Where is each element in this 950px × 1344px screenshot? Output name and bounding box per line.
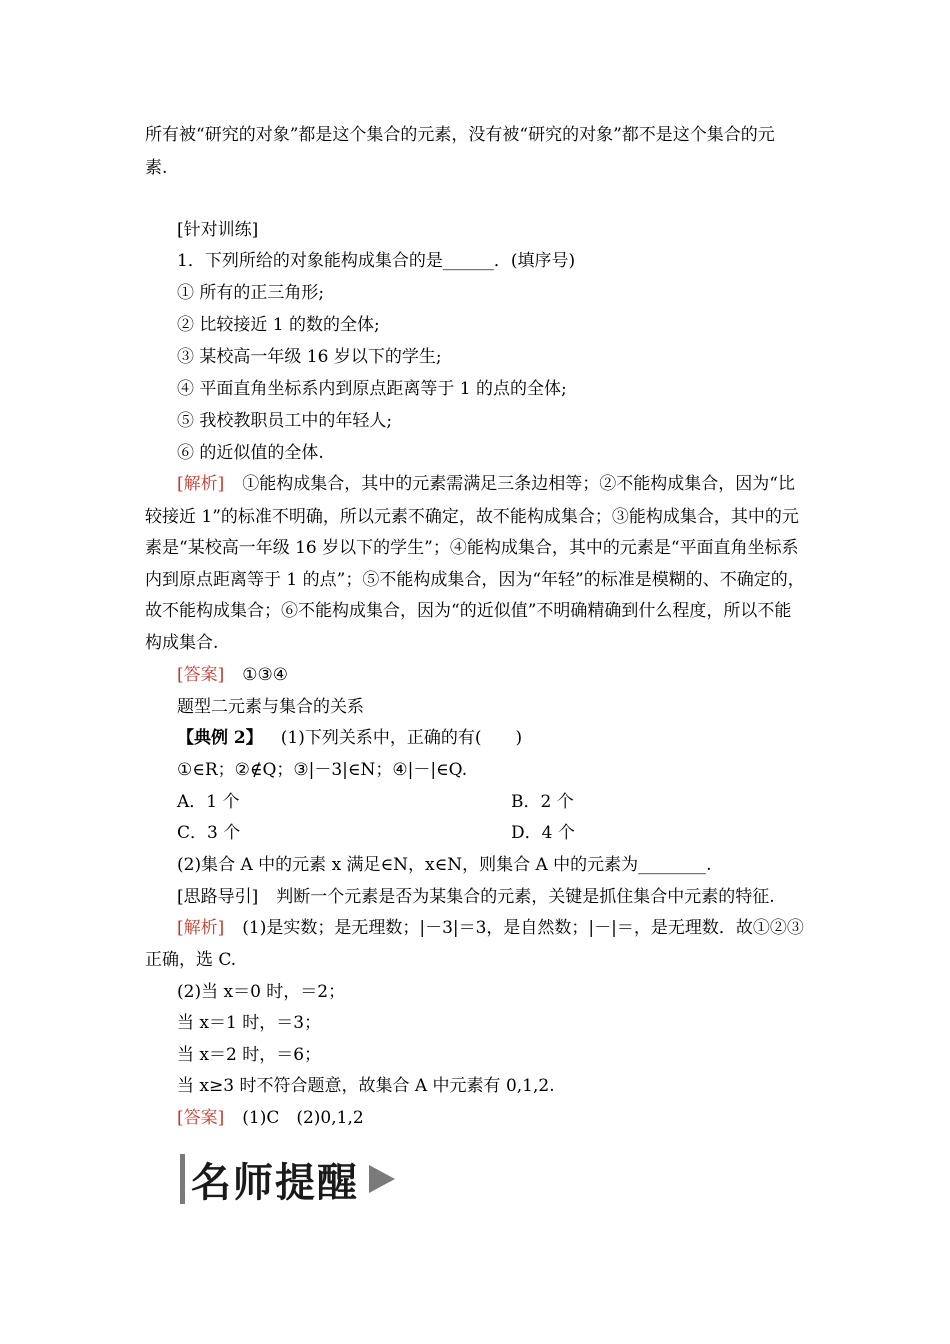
- list-item: ① 所有的正三角形;: [177, 283, 325, 303]
- banner-title: 名师提醒: [191, 1159, 359, 1206]
- hint-line: [177, 885, 775, 909]
- analysis-line: 正确，选 C.: [145, 950, 237, 970]
- analysis-line: 故不能构成集合；⑥不能构成集合，因为“的近似值”不明确精确到什么程度，所以不能: [145, 601, 792, 621]
- section-heading: 题型二元素与集合的关系: [177, 697, 364, 717]
- answer-value: (1)C (2)0,1,2: [242, 1108, 364, 1128]
- analysis-line: ①能构成集合，其中的元素需满足三条边相等；②不能构成集合，因为“比: [242, 474, 795, 494]
- analysis-tag: [解析]: [177, 474, 225, 494]
- list-item: ⑤ 我校教职员工中的年轻人;: [177, 411, 393, 431]
- intro-line-2: 素.: [145, 158, 168, 178]
- analysis-tag: [解析]: [177, 918, 225, 938]
- step-line: 当 x≥3 时不符合题意，故集合 A 中元素有 0,1,2.: [177, 1076, 555, 1096]
- step-line: (2)当 x＝0 时，＝2；: [177, 982, 346, 1002]
- list-item: ④ 平面直角坐标系内到原点距离等于 1 的点的全体;: [177, 379, 567, 399]
- option-d: D．4 个: [511, 823, 575, 843]
- answer-tag: [答案]: [177, 665, 225, 685]
- relations-line: ①∈R；②∉Q；③|－3|∈N；④|－|∈Q.: [177, 760, 468, 780]
- step-line: 当 x＝1 时，＝3；: [177, 1013, 322, 1033]
- play-arrow-icon: [369, 1165, 395, 1193]
- analysis-line: 内到原点距离等于 1 的点”；⑤不能构成集合，因为“年轻”的标准是模糊的、不确定的，: [145, 570, 805, 590]
- analysis-line: (1)是实数；是无理数；|－3|＝3，是自然数；|－|＝，是无理数．故①②③: [242, 918, 804, 938]
- option-b: B．2 个: [511, 792, 574, 812]
- answer-line-2: [177, 1106, 364, 1130]
- analysis-line: 素是“某校高一年级 16 岁以下的学生”；④能构成集合，其中的元素是“平面直角坐标系: [145, 538, 799, 558]
- analysis-paragraph-1: [177, 472, 795, 496]
- section-banner: [180, 1152, 395, 1206]
- answer-value: ①③④: [242, 665, 288, 685]
- example-q1: (1)下列关系中，正确的有( ): [280, 728, 523, 748]
- example-question-1: [177, 726, 522, 750]
- analysis-line: 构成集合.: [145, 633, 219, 653]
- option-c: C．3 个: [177, 823, 241, 843]
- answer-line-1: [177, 663, 288, 687]
- training-question: 1．下列所给的对象能构成集合的是______．(填序号): [177, 251, 576, 271]
- example-question-2: (2)集合 A 中的元素 x 满足∈N，x∈N，则集合 A 中的元素为________.: [177, 855, 712, 875]
- analysis-line: 较接近 1”的标准不明确，所以元素不确定，故不能构成集合；③能构成集合，其中的元: [145, 507, 799, 527]
- list-item: ③ 某校高一年级 16 岁以下的学生;: [177, 347, 442, 367]
- answer-tag: [答案]: [177, 1108, 225, 1128]
- intro-line-1: 所有被“研究的对象”都是这个集合的元素，没有被“研究的对象”都不是这个集合的元: [145, 125, 775, 145]
- list-item: ② 比较接近 1 的数的全体;: [177, 315, 380, 335]
- example-label: 【典例 2】: [177, 728, 263, 748]
- hint-tag: [思路导引]: [177, 887, 259, 907]
- step-line: 当 x＝2 时，＝6；: [177, 1045, 322, 1065]
- list-item: ⑥ 的近似值的全体.: [177, 443, 324, 463]
- training-header: [针对训练]: [177, 220, 259, 240]
- option-a: A．1 个: [177, 792, 240, 812]
- hint-text: 判断一个元素是否为某集合的元素，关键是抓住集合中元素的特征.: [276, 887, 775, 907]
- banner-bar: [180, 1154, 185, 1204]
- analysis-paragraph-2: [177, 916, 804, 940]
